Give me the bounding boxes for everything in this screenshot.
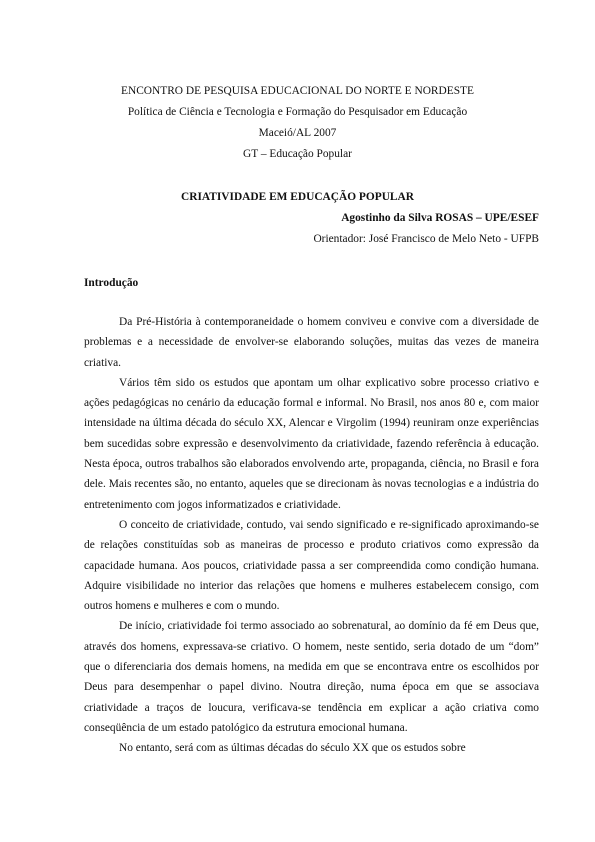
paragraph: No entanto, será com as últimas décadas do século XX que os estudos sobre [119,742,466,755]
conference-theme: Política de Ciência e Tecnologia e Formação do Pesquisador em Educação [127,106,468,118]
paper-title: CRIATIVIDADE EM EDUCAÇÃO POPULAR [181,191,414,203]
paragraph: O conceito de criatividade, contudo, vai sendo significado e re-significado aproximando-se de relações constituídas sob as maneiras de processo e produto criativos como expressão da capacidade humana. Aos poucos, criatividade passa a ser compreendida como condição humana. Adquire visibilidade no interior das relações que homens e mulheres estabelecem consigo, com outros homens e mulheres e com o mundo. [84,518,539,613]
body-text [84,312,539,778]
conference-location-year: Maceió/AL 2007 [258,127,337,139]
paragraph: De início, criatividade foi termo associado ao sobrenatural, ao domínio da fé em Deus que, através dos homens, expressava-se criativo. O homem, neste sentido, seria dotado de um “dom” que o diferenciaria dos demais homens, na medida em que se encontrava entre os escolhidos por Deus para desempenhar o papel divino. Noutra direção, numa época em que se associava criatividade a traços de loucura, verificava-se tendência em explicar a ação criativa como conseqüência de um estado patológico da estrutura emocional humana. [84,620,539,734]
paper-author: Agostinho da Silva ROSAS – UPE/ESEF [341,212,539,224]
working-group: GT – Educação Popular [243,148,352,160]
paper-advisor: Orientador: José Francisco de Melo Neto - UFPB [313,233,539,245]
section-heading: Introdução [84,277,139,289]
paragraph: Vários têm sido os estudos que apontam um olhar explicativo sobre processo criativo e ações pedagógicas no cenário da educação formal e informal. No Brasil, nos anos 80 e, com maior intensidade na última década do século XX, Alencar e Virgolim (1994) reuniram onze experiências bem sucedidas sobre expressão e desenvolvimento da criatividade, fazendo referência à educação. Nesta época, outros trabalhos são elaborados envolvendo arte, propaganda, ciência, no Brasil e fora dele. Mais recentes são, no entanto, aqueles que se direcionam às novas tecnologias e a indústria do entretenimento com jogos informatizados e criatividade. [84,376,539,511]
paragraph: Da Pré-História à contemporaneidade o homem conviveu e convive com a diversidade de problemas e a necessidade de envolver-se elaborando soluções, muitas das vezes de maneira criativa. [84,316,539,369]
conference-name: ENCONTRO DE PESQUISA EDUCACIONAL DO NORTE E NORDESTE [121,85,474,97]
